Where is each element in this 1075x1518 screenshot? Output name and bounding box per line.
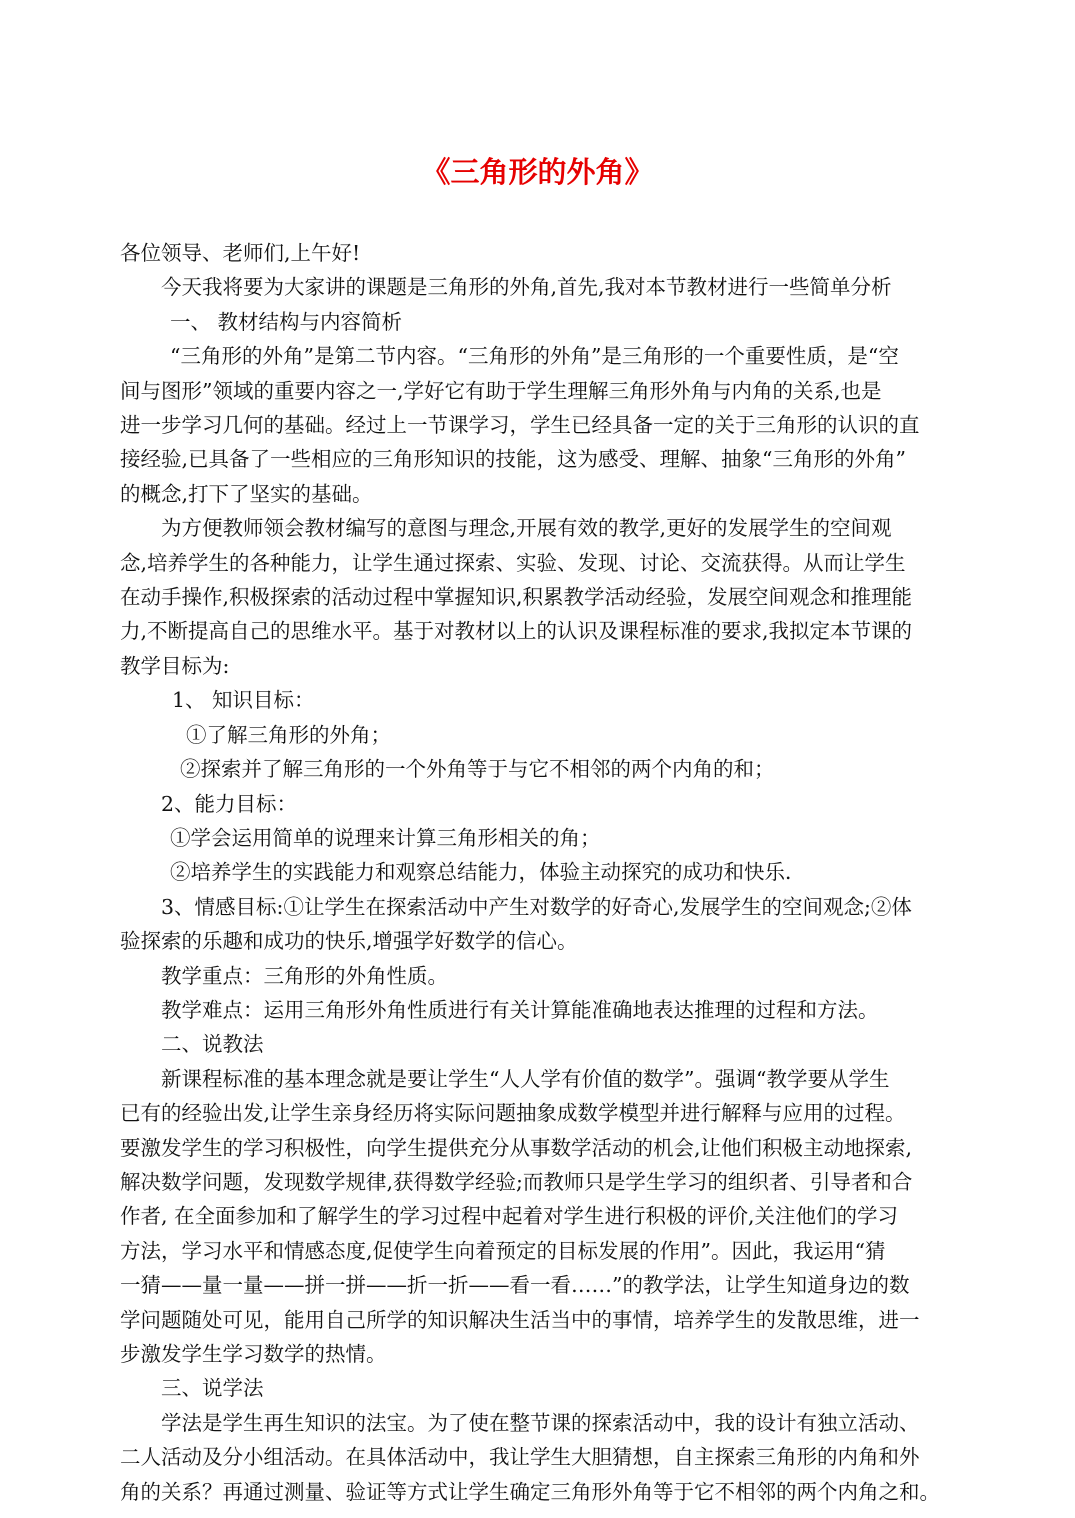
greeting-line: 各位领导、老师们,上午好! [120,241,361,265]
goal-item: ②探索并了解三角形的一个外角等于与它不相邻的两个内角的和； [180,757,775,782]
paragraph-line: 作者, 在全面参加和了解学生的学习过程中起着对学生进行积极的评价,关注他们的学习 [120,1204,899,1229]
paragraph-line: 步激发学生学习数学的热情。 [120,1342,387,1366]
paragraph-line: 进一步学习几何的基础。经过上一节课学习，学生已经具备一定的关于三角形的认识的直 [120,413,920,438]
paragraph-line: 一猜——量一量——拼一拼——折一折——看一看……”的教学法，让学生知道身边的数 [120,1273,910,1298]
paragraph-line: 学法是学生再生知识的法宝。为了使在整节课的探索活动中，我的设计有独立活动、 [161,1410,920,1435]
paragraph-line: 验探索的乐趣和成功的快乐,增强学好数学的信心。 [120,929,578,954]
section-heading-2: 二、说教法 [161,1032,264,1057]
goal-item: ②培养学生的实践能力和观察总结能力，体验主动探究的成功和快乐． [170,860,806,885]
paragraph-line: 教学目标为: [120,653,230,678]
paragraph-line: 接经验,已具备了一些相应的三角形知识的技能，这为感受、理解、抽象“三角形的外角” [120,447,906,472]
paragraph-line: 力,不断提高自己的思维水平。基于对教材以上的认识及课程标准的要求,我拟定本节课的 [120,619,913,644]
document-body [120,236,1015,1509]
paragraph-line: 为方便教师领会教材编写的意图与理念,开展有效的教学,更好的发展学生的空间观 [161,516,892,541]
section-heading-1: 一、 教材结构与内容简析 [170,309,403,334]
paragraph-line: 角的关系？再通过测量、验证等方式让学生确定三角形外角等于它不相邻的两个内角之和。 [120,1479,940,1504]
paragraph-line: 的概念,打下了坚实的基础。 [120,481,373,506]
paragraph-line: 已有的经验出发,让学生亲身经历将实际问题抽象成数学模型并进行解释与应用的过程。 [120,1101,906,1126]
goal-heading-emotion: 3、情感目标:①让学生在探索活动中产生对数学的好奇心,发展学生的空间观念;②体 [161,894,912,919]
paragraph-line: 二人活动及分小组活动。在具体活动中，我让学生大胆猜想，自主探索三角形的内角和外 [120,1445,920,1470]
goal-item: ①了解三角形的外角； [186,722,391,747]
paragraph-line: “三角形的外角”是第二节内容。“三角形的外角”是三角形的一个重要性质，是“空 [170,344,899,369]
section-heading-3: 三、说学法 [161,1376,264,1401]
intro-line: 今天我将要为大家讲的课题是三角形的外角,首先,我对本节教材进行一些简单分析 [161,275,892,300]
goal-heading-ability: 2、能力目标： [161,791,298,816]
goal-item: ①学会运用简单的说理来计算三角形相关的角； [170,825,601,850]
teaching-focus: 教学重点：三角形的外角性质。 [161,963,448,988]
paragraph-line: 方法，学习水平和情感态度,促使学生向着预定的目标发展的作用”。因此，我运用“猜 [120,1238,886,1263]
paragraph-line: 间与图形”领域的重要内容之一,学好它有助于学生理解三角形外角与内角的关系,也是 [120,378,882,403]
teaching-difficulty: 教学难点：运用三角形外角性质进行有关计算能准确地表达推理的过程和方法。 [161,997,879,1022]
paragraph-line: 新课程标准的基本理念就是要让学生“人人学有价值的数学”。强调“教学要从学生 [161,1066,890,1091]
document-title: 《三角形的外角》 [421,155,654,189]
paragraph-line: 在动手操作,积极探索的活动过程中掌握知识,积累教学活动经验，发展空间观念和推理能 [120,585,913,610]
paragraph-line: 解决数学问题，发现数学规律,获得数学经验;而教师只是学生学习的组织者、引导者和合 [120,1169,913,1194]
paragraph-line: 念,培养学生的各种能力，让学生通过探索、实验、发现、讨论、交流获得。从而让学生 [120,550,906,575]
goal-heading-knowledge: 1、 知识目标： [172,688,315,713]
paragraph-line: 学问题随处可见，能用自己所学的知识解决生活当中的事情，培养学生的发散思维，进一 [120,1307,920,1332]
paragraph-line: 要激发学生的学习积极性，向学生提供充分从事数学活动的机会,让他们积极主动地探索, [120,1135,913,1160]
